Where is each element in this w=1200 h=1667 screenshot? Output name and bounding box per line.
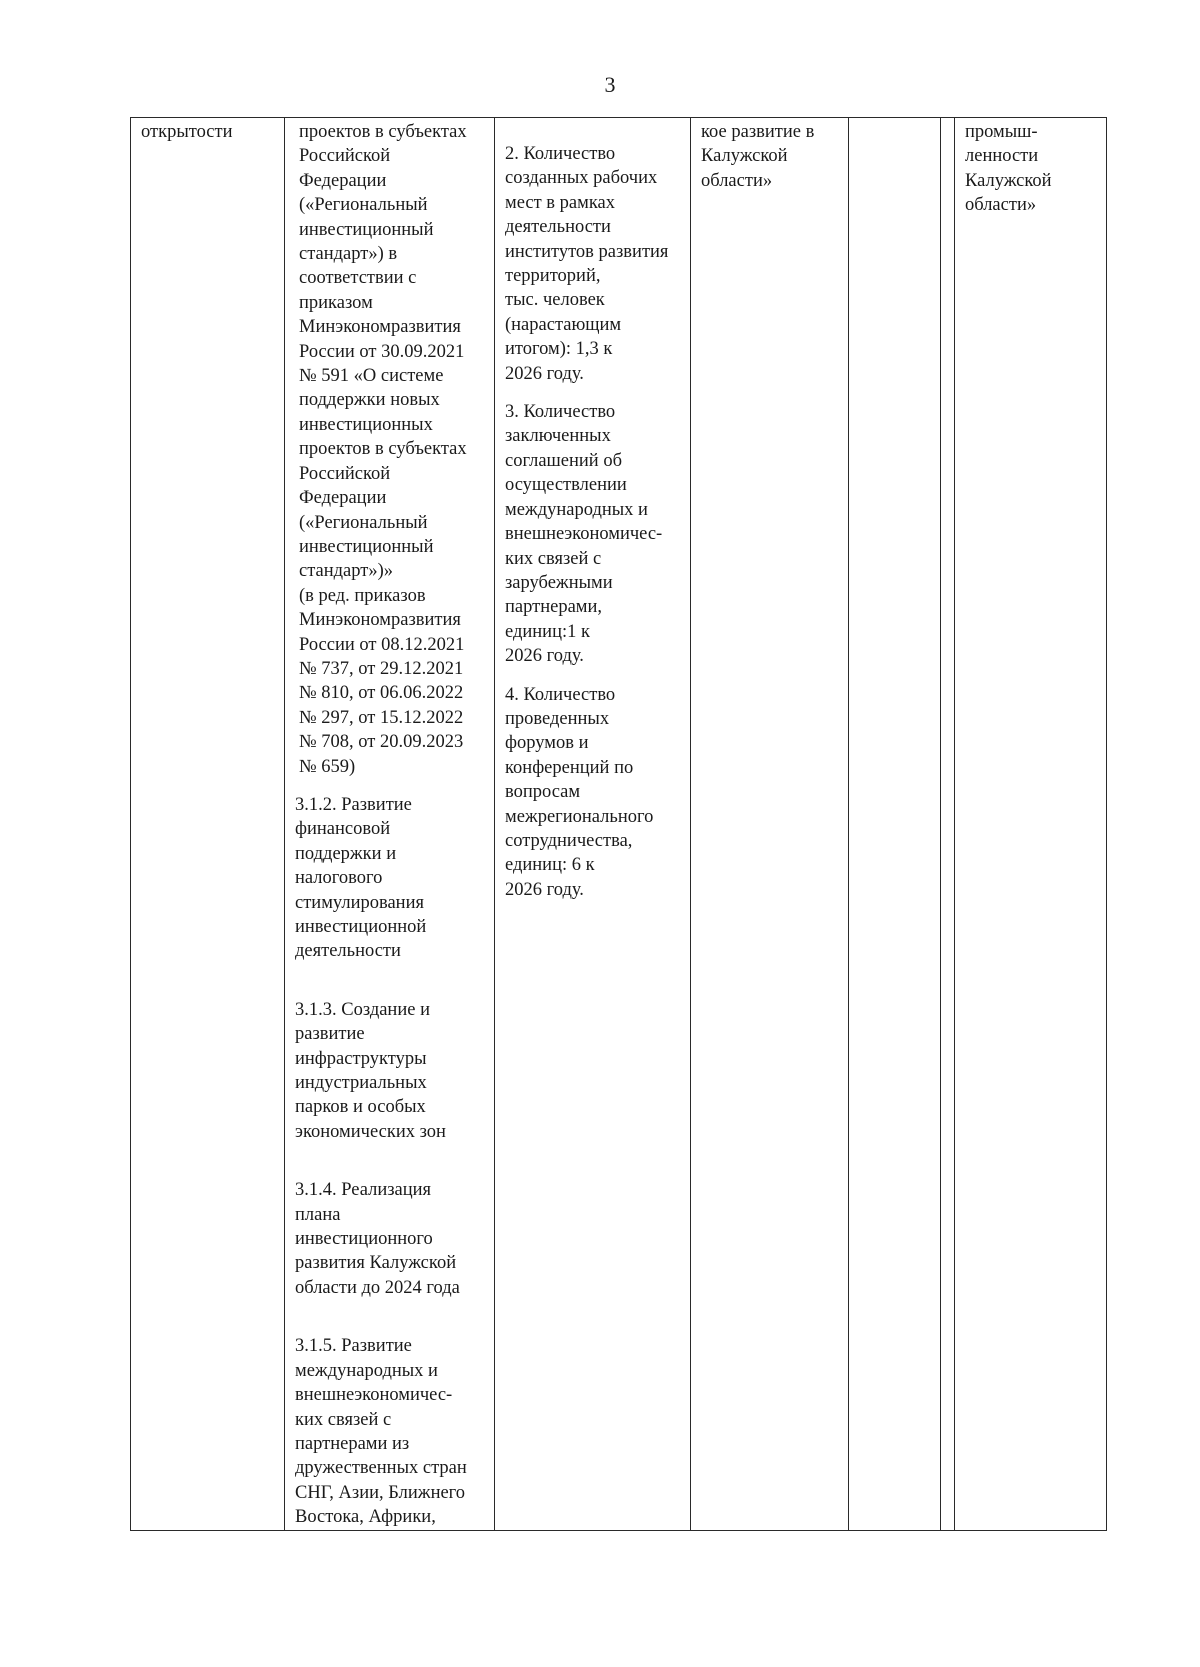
indicator-3: 3. Количество заключенных соглашений об осуществлении международных и внешнеэкономичес- ких связей с зарубежными партнерами, единиц:1 к 2026 году. — [505, 402, 663, 667]
table-row — [131, 118, 1107, 1531]
measure-3-1-2: 3.1.2. Развитие финансовой поддержки и налогового стимулирования инвестиционной деятельности — [295, 794, 427, 962]
table-cell-empty — [941, 118, 955, 1531]
measure-3-1-5: 3.1.5. Развитие международных и внешнеэкономичес- ких связей с партнерами из дружественных стран СНГ, Азии, Ближнего Востока, Африки, — [295, 1336, 467, 1528]
measure-3-1-3: 3.1.3. Создание и развитие инфраструктуры индустриальных парков и особых экономических зон — [295, 999, 446, 1142]
cell-text: открытости — [141, 122, 233, 142]
table-cell-empty — [849, 118, 941, 1531]
table-cell-direction — [131, 118, 285, 1531]
indicator-4: 4. Количество проведенных форумов и конференций по вопросам межрегионального сотрудничества, единиц: 6 к 2026 году. — [505, 684, 654, 900]
page-number: 3 — [604, 72, 616, 97]
table-cell-subprogram — [955, 118, 1107, 1531]
table-cell-program — [691, 118, 849, 1531]
table-cell-measures — [285, 118, 495, 1531]
indicator-2: 2. Количество созданных рабочих мест в рамках деятельности институтов развития территорий, тыс. человек (нарастающим итогом): 1,3 к 2026 году. — [505, 144, 669, 384]
cell-text: кое развитие в Калужской области» — [701, 122, 815, 191]
table-cell-indicators — [495, 118, 691, 1531]
program-table — [130, 117, 1107, 1531]
measure-3-1-1-continued: проектов в субъектах Российской Федерации («Региональный инвестиционный стандарт») в соответствии с приказом Минэкономразвития России от 30.09.2021 № 591 «О системе поддержки новых инвестиционных проектов в субъектах Российской Федерации («Региональный инвестиционный стандарт»)» (в ред. приказов Минэкономразвития России от 08.12.2021 № 737, от 29.12.2021 № 810, от 06.06.2022 № 297, от 15.12.2022 № 708, от 20.09.2023 № 659) — [299, 122, 467, 777]
measure-3-1-4: 3.1.4. Реализация плана инвестиционного развития Калужской области до 2024 года — [295, 1180, 460, 1298]
cell-text: промыш- ленности Калужской области» — [965, 122, 1052, 216]
